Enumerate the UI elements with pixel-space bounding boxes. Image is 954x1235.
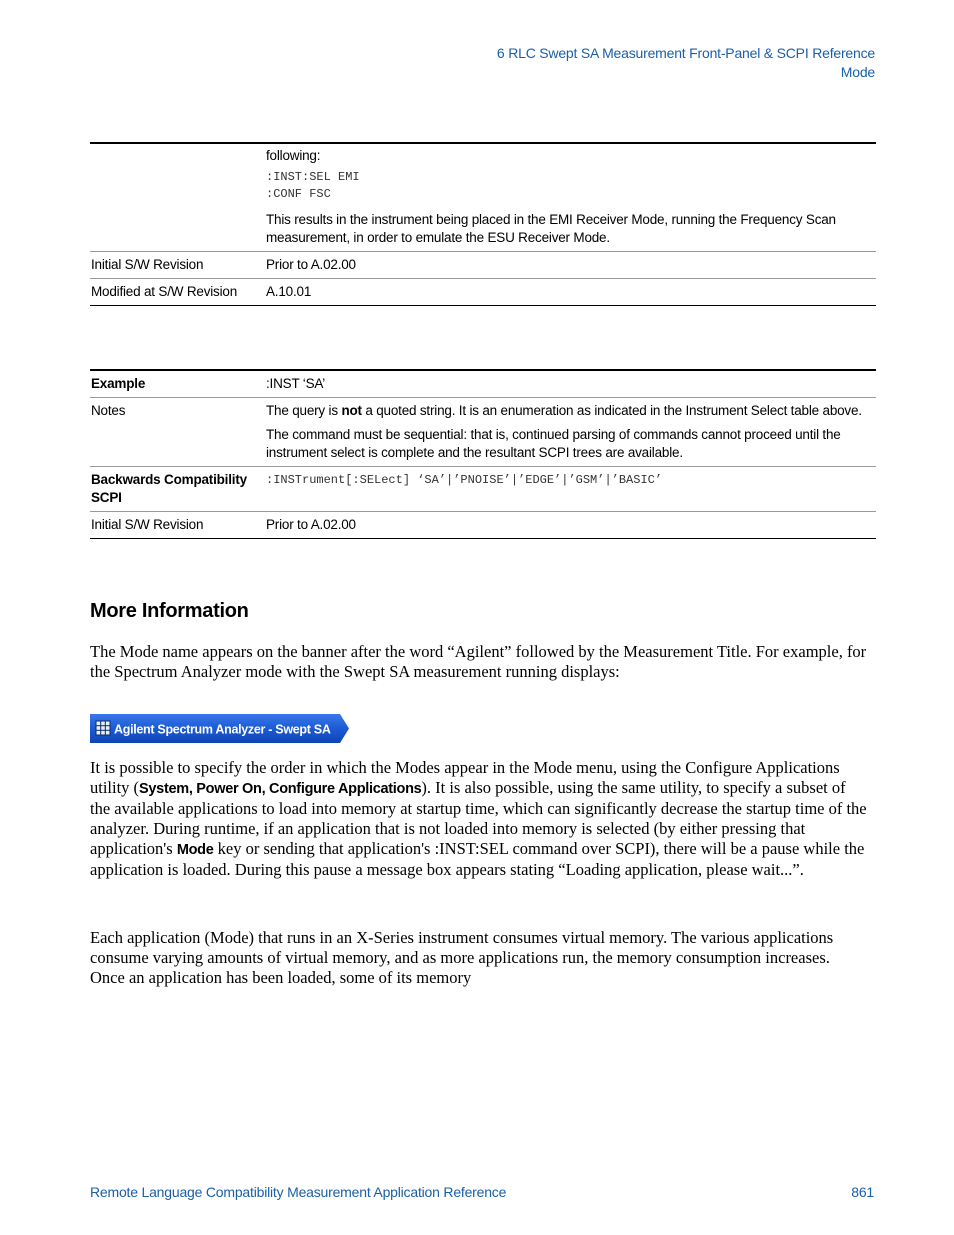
table-row [90,252,876,279]
table-row [90,467,876,512]
section-title: More Information [90,600,249,622]
row-key: Initial S/W Revision [90,512,265,539]
header-chapter-title: 6 RLC Swept SA Measurement Front-Panel & SCPI Reference [496,45,875,61]
notes-paragraph: The command must be sequential: that is, continued parsing of commands cannot proceed until the instrument select is complete and the resultant SCPI trees are available. [266,427,841,460]
table-row [90,370,876,398]
cell-text: following: [266,148,321,163]
command-table-continued [90,142,876,306]
cell-text: This results in the instrument being placed in the EMI Receiver Mode, running the Frequency Scan measurement, in order to emulate the ESU Receiver Mode. [266,212,836,245]
table-row [90,398,876,467]
notes-paragraph: The query is not a quoted string. It is an enumeration as indicated in the Instrument Select table above. [266,403,862,418]
row-key: Notes [90,398,265,467]
row-key: Example [90,370,265,398]
table-row [90,143,876,252]
body-paragraph: Each application (Mode) that runs in an X-Series instrument consumes virtual memory. The various applications consume varying amounts of virtual memory, and as more applications run, the memory consumption increases. Once an application has been loaded, some of its memory [90,928,834,987]
menu-path: System, Power On, Configure Applications [139,781,422,797]
table-row [90,279,876,306]
row-value: Prior to A.02.00 [265,252,876,279]
row-value: :INSTrument[:SELect] ‘SA’|’PNOISE’|’EDGE’|’GSM’|’BASIC’ [265,467,876,512]
row-key: Backwards Compatibility SCPI [90,467,265,512]
row-key: Modified at S/W Revision [90,279,265,306]
page-number: 861 [851,1184,874,1200]
row-key: Initial S/W Revision [90,252,265,279]
body-paragraph: It is possible to specify the order in which the Modes appear in the Mode menu, using the Configure Applications utility (System, Power On, Configure Applications). It is also possible, using the same utility, to specify a subset of the available applications to load into memory at startup time, which can significantly decrease the startup time of the analyzer. During runtime, if an application that is not loaded into memory is selected (by either pressing that application's Mode key or sending that application's :INST:SEL command over SCPI), there will be a pause while the application is loaded. During this pause a message box appears stating “Loading application, please wait...”. [90,758,867,879]
header-section-title: Mode [840,64,875,80]
table-row [90,512,876,539]
row-value: :INST ‘SA’ [265,370,876,398]
row-value: A.10.01 [265,279,876,306]
banner-title: Agilent Spectrum Analyzer - Swept SA [114,722,331,737]
footer-title: Remote Language Compatibility Measurement Application Reference [90,1184,507,1200]
code-line: :INST:SEL EMI [266,170,360,184]
body-paragraph: The Mode name appears on the banner after the word “Agilent” followed by the Measurement Title. For example, for the Spectrum Analyzer mode with the Swept SA measurement running displays: [90,642,867,681]
title-banner-image [90,714,349,743]
grid-app-icon [96,721,110,735]
code-line: :CONF FSC [266,187,331,201]
key-name: Mode [176,842,214,858]
command-table [90,369,876,539]
row-value: Prior to A.02.00 [265,512,876,539]
